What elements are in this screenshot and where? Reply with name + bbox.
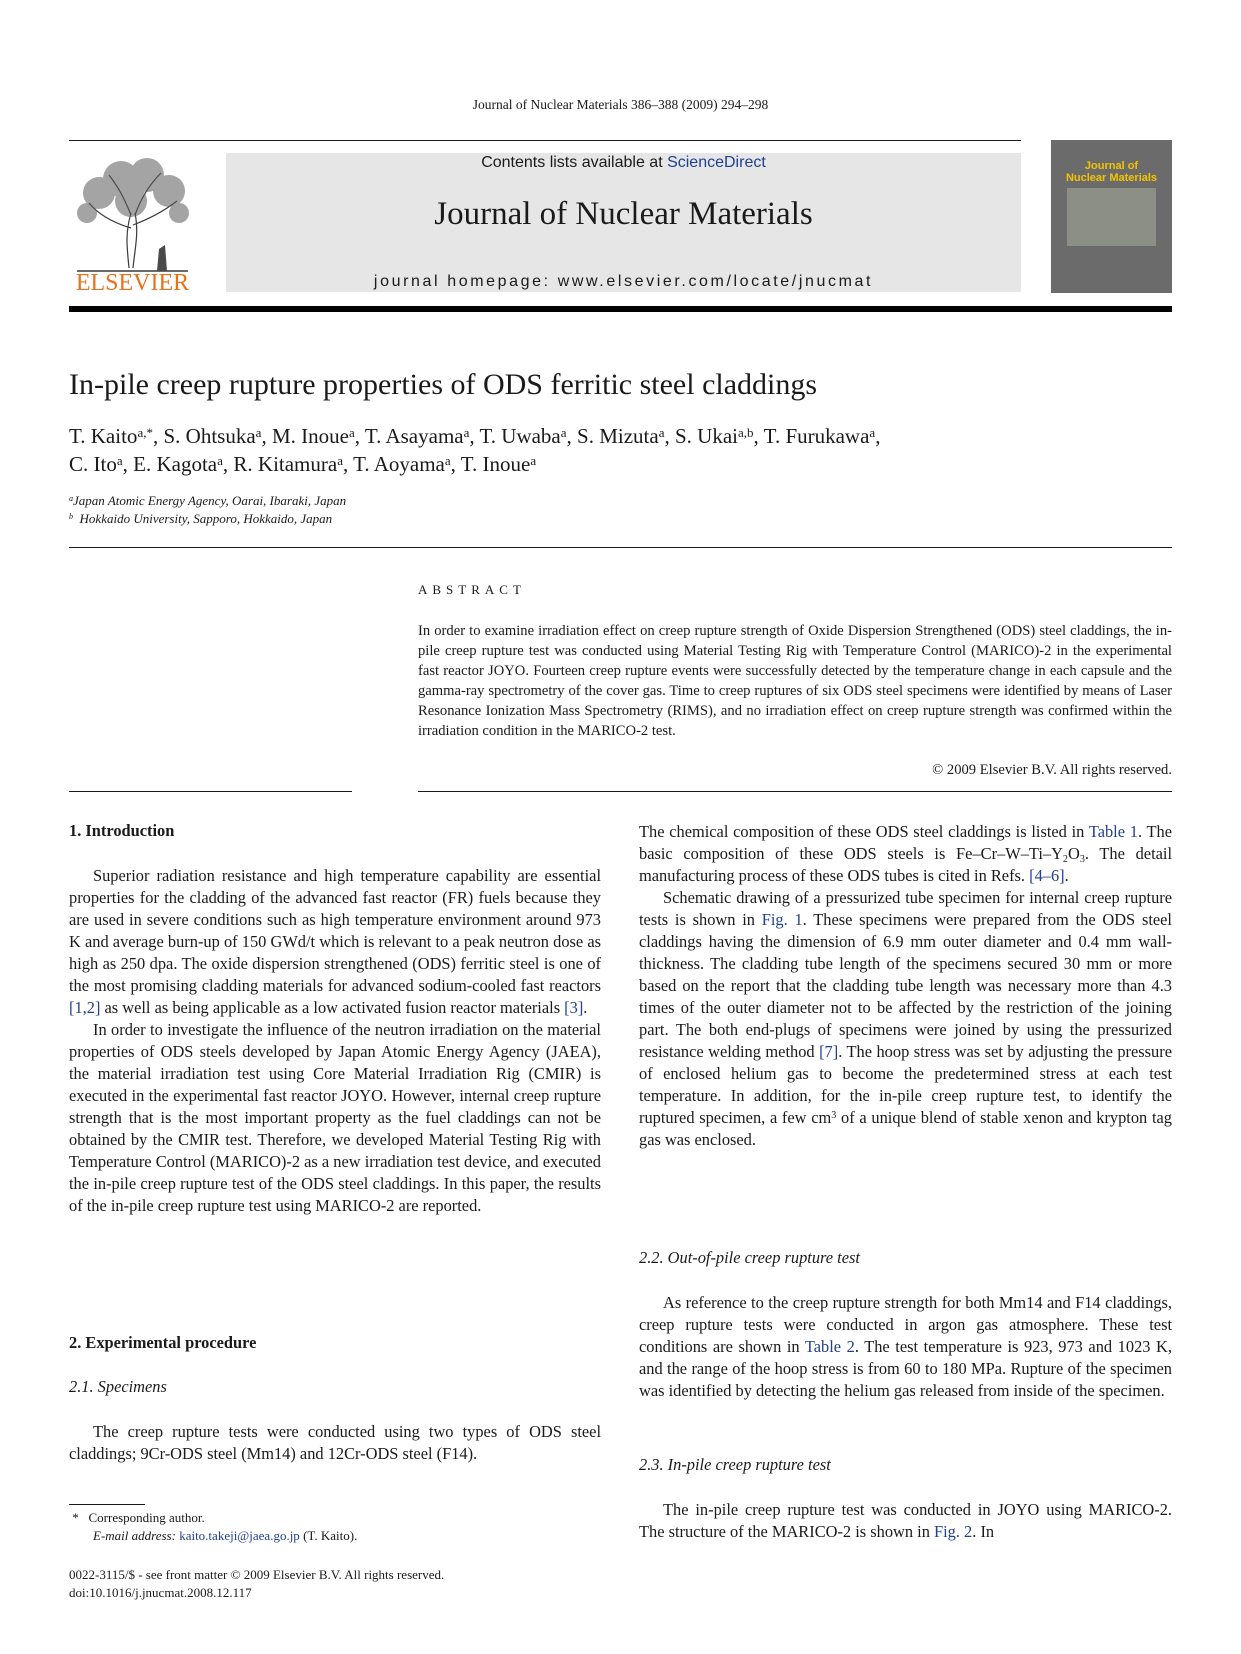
author-name: S. Ukai bbox=[675, 424, 738, 448]
intro-p1-mid: as well as being applicable as a low activated fusion reactor materials bbox=[100, 998, 565, 1017]
section-1-heading: 1. Introduction bbox=[69, 821, 175, 840]
inpile-text-a: The in-pile creep rupture test was conducted in JOYO using MARICO-2. The structure of the MARICO-2 is shown in bbox=[639, 1500, 1172, 1541]
comp-text-b: . The basic composition of these ODS steels is Fe–Cr–W–Ti–Y bbox=[639, 822, 1172, 863]
author-name: S. Ohtsuka bbox=[163, 424, 256, 448]
doi-line: doi:10.1016/j.jnucmat.2008.12.117 bbox=[69, 1585, 252, 1600]
fig-2-link[interactable]: Fig. 2 bbox=[934, 1522, 973, 1541]
running-head: Journal of Nuclear Materials 386–388 (2009) 294–298 bbox=[472, 97, 769, 112]
cover-title-line-1: Journal of bbox=[1084, 160, 1139, 172]
subsection-2-1-heading: 2.1. Specimens bbox=[69, 1377, 167, 1396]
contents-line bbox=[226, 154, 1021, 172]
superscript-3: 3 bbox=[831, 1110, 837, 1122]
in-pile-body bbox=[639, 1499, 1172, 1543]
intro-paragraph-1 bbox=[69, 865, 601, 1019]
subsection-2-2-heading: 2.2. Out-of-pile creep rupture test bbox=[639, 1248, 860, 1267]
author-affil-mark: a bbox=[869, 425, 876, 441]
ref-link-3[interactable]: [3] bbox=[564, 998, 584, 1017]
outpile-text-b: . The test temperature is 923, 973 and 1023 K, and the range of the hoop stress is from 60 to 180 MPa. Rupture of the specimen was identified by detecting the helium gas released from inside of the specimen. bbox=[639, 1337, 1172, 1400]
elsevier-wordmark: ELSEVIER bbox=[75, 270, 190, 296]
author-name: T. Kaito bbox=[69, 424, 138, 448]
header-bottom-rule bbox=[69, 547, 1172, 548]
drawing-text-c: . The hoop stress was set by adjusting the pressure of enclosed helium gas to become the predetermined stress at each test temperature. In addition, for the in-pile creep rupture test, to identify the ruptured specimen, a few cm bbox=[639, 1042, 1172, 1127]
author-name: M. Inoue bbox=[271, 424, 349, 448]
affiliation-mark: a bbox=[69, 494, 74, 504]
specimens-body bbox=[69, 1421, 601, 1465]
intro-p1-text: Superior radiation resistance and high temperature capability are essential properties for the cladding of the advanced fast reactor (FR) fuels because they are used in severe conditions such as high temperature environment around 973 K and average burn-up of 150 GWd/t which is relevant to a peak neutron dose as high as 250 dpa. The oxide dispersion strengthened (ODS) ferritic steel is one of the most promising cladding materials for advanced sodium-cooled fast reactors bbox=[69, 866, 601, 995]
drawing-text-a: Schematic drawing of a pressurized tube specimen for internal creep rupture tests is shown in bbox=[639, 888, 1172, 929]
table-1-link[interactable]: Table 1 bbox=[1088, 822, 1138, 841]
drawing-text-b: . These specimens were prepared from the ODS steel claddings having the dimension of 6.9 mm outer diameter and 0.4 mm wall-thickness. The cladding tube length of the specimens secured 30 mm or more based on the report that the cladding tube length was necessary more than 4.3 times of the outer diameter not to be affected by the restriction of the joining part. The both end-plugs of specimens were joined by using the pressurized resistance welding method bbox=[639, 910, 1172, 1061]
subscript-2: 2 bbox=[1062, 853, 1068, 865]
front-matter-line: 0022-3115/$ - see front matter © 2009 Elsevier B.V. All rights reserved. bbox=[69, 1567, 445, 1582]
inpile-text-b: . In bbox=[972, 1522, 995, 1541]
comp-text-d: . The detail manufacturing process of these ODS tubes is cited in Refs. bbox=[639, 844, 1173, 885]
cover-title bbox=[1051, 160, 1172, 184]
affiliation-a bbox=[69, 493, 346, 509]
comp-text-c: O bbox=[1068, 844, 1080, 863]
author-name: T. Asayama bbox=[364, 424, 464, 448]
affiliation-mark: b bbox=[69, 512, 74, 522]
specimen-drawing-paragraph bbox=[639, 887, 1172, 1151]
intro-p1-end: . bbox=[583, 998, 588, 1017]
homepage-prefix: journal homepage: bbox=[373, 273, 558, 290]
top-rule bbox=[69, 140, 1021, 141]
abstract-copyright: © 2009 Elsevier B.V. All rights reserved. bbox=[932, 762, 1172, 778]
section-2-heading: 2. Experimental procedure bbox=[69, 1333, 257, 1352]
ref-link-1-2[interactable]: [1,2] bbox=[69, 998, 101, 1017]
corresponding-author-note bbox=[69, 1510, 205, 1526]
authors-line-2: C. Ito$^a$, E. Kagota$^a$, R. Kitamura$^a$, T. Aoyama$^a$, T. Inoue$^a$ bbox=[69, 452, 537, 476]
author-affil-mark: a,b bbox=[738, 425, 754, 441]
comp-text-a: The chemical composition of these ODS steel claddings is listed in bbox=[639, 822, 1089, 841]
in-pile-paragraph bbox=[639, 1499, 1172, 1543]
affiliation-text: Japan Atomic Energy Agency, Oarai, Ibaraki, Japan bbox=[73, 493, 347, 508]
article-title: In-pile creep rupture properties of ODS ferritic steel claddings bbox=[69, 368, 818, 401]
masthead-thick-rule bbox=[69, 306, 1172, 312]
homepage-url-link[interactable]: www.elsevier.com/locate/jnucmat bbox=[557, 273, 874, 290]
out-of-pile-paragraph bbox=[639, 1292, 1172, 1402]
intro-paragraph-2: In order to investigate the influence of the neutron irradiation on the material properties of ODS steels developed by Japan Atomic Energy Agency (JAEA), the material irradiation test using Core Material Irradiation Rig (CMIR) is executed in the experimental fast reactor JOYO. However, internal creep rupture strength that is the most important property as the fuel claddings can not be obtained by the CMIR test. Therefore, we developed Material Testing Rig with Temperature Control (MARICO)-2 as a new irradiation test device, and executed the in-pile creep rupture test of the ODS steel claddings. In this paper, the results of the in-pile creep rupture test using MARICO-2 are reported. bbox=[69, 1020, 601, 1215]
drawing-text-d: of a unique blend of stable xenon and krypton tag gas was enclosed. bbox=[639, 1108, 1172, 1149]
footnote-rule bbox=[69, 1504, 145, 1505]
composition-paragraph bbox=[639, 821, 1172, 887]
specimens-paragraph-1: The creep rupture tests were conducted using two types of ODS steel claddings; 9Cr-ODS steel (Mm14) and 12Cr-ODS steel (F14). bbox=[69, 1422, 601, 1463]
abstract-bottom-rule bbox=[418, 791, 1172, 792]
subsection-2-3-heading: 2.3. In-pile creep rupture test bbox=[639, 1455, 831, 1474]
left-column-rule bbox=[69, 791, 352, 792]
author-affil-mark: a bbox=[444, 453, 451, 469]
author-name: S. Mizuta bbox=[577, 424, 659, 448]
author-name: T. Uwaba bbox=[479, 424, 561, 448]
author-name: E. Kagota bbox=[133, 452, 218, 476]
outpile-text-a: As reference to the creep rupture strength for both Mm14 and F14 claddings, creep rupture tests were conducted in argon gas atmosphere. These test conditions are shown in bbox=[639, 1293, 1172, 1356]
email-note bbox=[93, 1528, 357, 1544]
author-affil-mark: a bbox=[337, 453, 343, 469]
corresponding-author-text: Corresponding author. bbox=[88, 1510, 205, 1525]
author-name: R. Kitamura bbox=[233, 452, 338, 476]
subscript-3: 3 bbox=[1079, 853, 1085, 865]
author-affil-mark: a bbox=[255, 425, 262, 441]
author-affil-mark: a bbox=[217, 453, 223, 469]
email-link[interactable]: kaito.takeji@jaea.go.jp bbox=[179, 1528, 300, 1543]
author-name: T. Inoue bbox=[460, 452, 531, 476]
author-name: T. Aoyama bbox=[353, 452, 445, 476]
abstract-body: In order to examine irradiation effect on creep rupture strength of Oxide Dispersion Strengthened (ODS) steel claddings, the in-pile creep rupture test was conducted using Material Testing Rig with Temperature Control (MARICO)-2 in the experimental fast reactor JOYO. Fourteen creep rupture events were successfully detected by the temperature change in each capsule and the gamma-ray spectrometry of the cover gas. Time to creep ruptures of six ODS steel specimens were identified by means of Laser Resonance Ionization Mass Spectrometry (RIMS), and no irradiation effect on creep rupture strength was confirmed within the irradiation condition in the MARICO-2 test. bbox=[418, 623, 1172, 739]
table-2-link[interactable]: Table 2 bbox=[804, 1337, 855, 1356]
footnote-mark: * bbox=[72, 1510, 79, 1525]
author-name: T. Furukawa bbox=[763, 424, 870, 448]
author-affil-mark: a bbox=[116, 453, 123, 469]
author-affil-mark: a bbox=[348, 425, 355, 441]
right-column-body bbox=[639, 821, 1172, 1151]
affiliation-b bbox=[69, 511, 332, 527]
contents-prefix: Contents lists available at bbox=[481, 154, 668, 171]
sciencedirect-link[interactable]: ScienceDirect bbox=[667, 154, 766, 171]
affiliation-text: Hokkaido University, Sapporo, Hokkaido, Japan bbox=[79, 511, 333, 526]
cover-title-line-2: Nuclear Materials bbox=[1065, 172, 1158, 184]
out-of-pile-body bbox=[639, 1292, 1172, 1402]
author-affil-mark: a,* bbox=[137, 425, 153, 441]
introduction-body bbox=[69, 865, 601, 1217]
journal-name: Journal of Nuclear Materials bbox=[434, 196, 813, 232]
ref-link-4-6[interactable]: [4–6] bbox=[1029, 866, 1065, 885]
author-affil-mark: a bbox=[658, 425, 665, 441]
author-affil-mark: a bbox=[530, 453, 537, 469]
cover-image bbox=[1067, 188, 1156, 246]
fig-1-link[interactable]: Fig. 1 bbox=[761, 910, 803, 929]
authors-line-1: T. Kaito$^{a,*}$, S. Ohtsuka$^a$, M. Inoue$^a$, T. Asayama$^a$, T. Uwaba$^a$, S. Mizuta$^a$, S. Ukai$^{a,b}$, T. Furukawa$^a$, bbox=[69, 424, 881, 448]
journal-homepage-line bbox=[226, 273, 1021, 291]
email-owner: (T. Kaito). bbox=[303, 1528, 358, 1543]
abstract-heading: ABSTRACT bbox=[418, 582, 526, 597]
email-label: E-mail address: bbox=[93, 1528, 176, 1543]
author-name: C. Ito bbox=[69, 452, 117, 476]
ref-link-7[interactable]: [7] bbox=[819, 1042, 839, 1061]
author-affil-mark: a bbox=[463, 425, 470, 441]
comp-text-e: . bbox=[1064, 866, 1069, 885]
author-affil-mark: a bbox=[560, 425, 567, 441]
